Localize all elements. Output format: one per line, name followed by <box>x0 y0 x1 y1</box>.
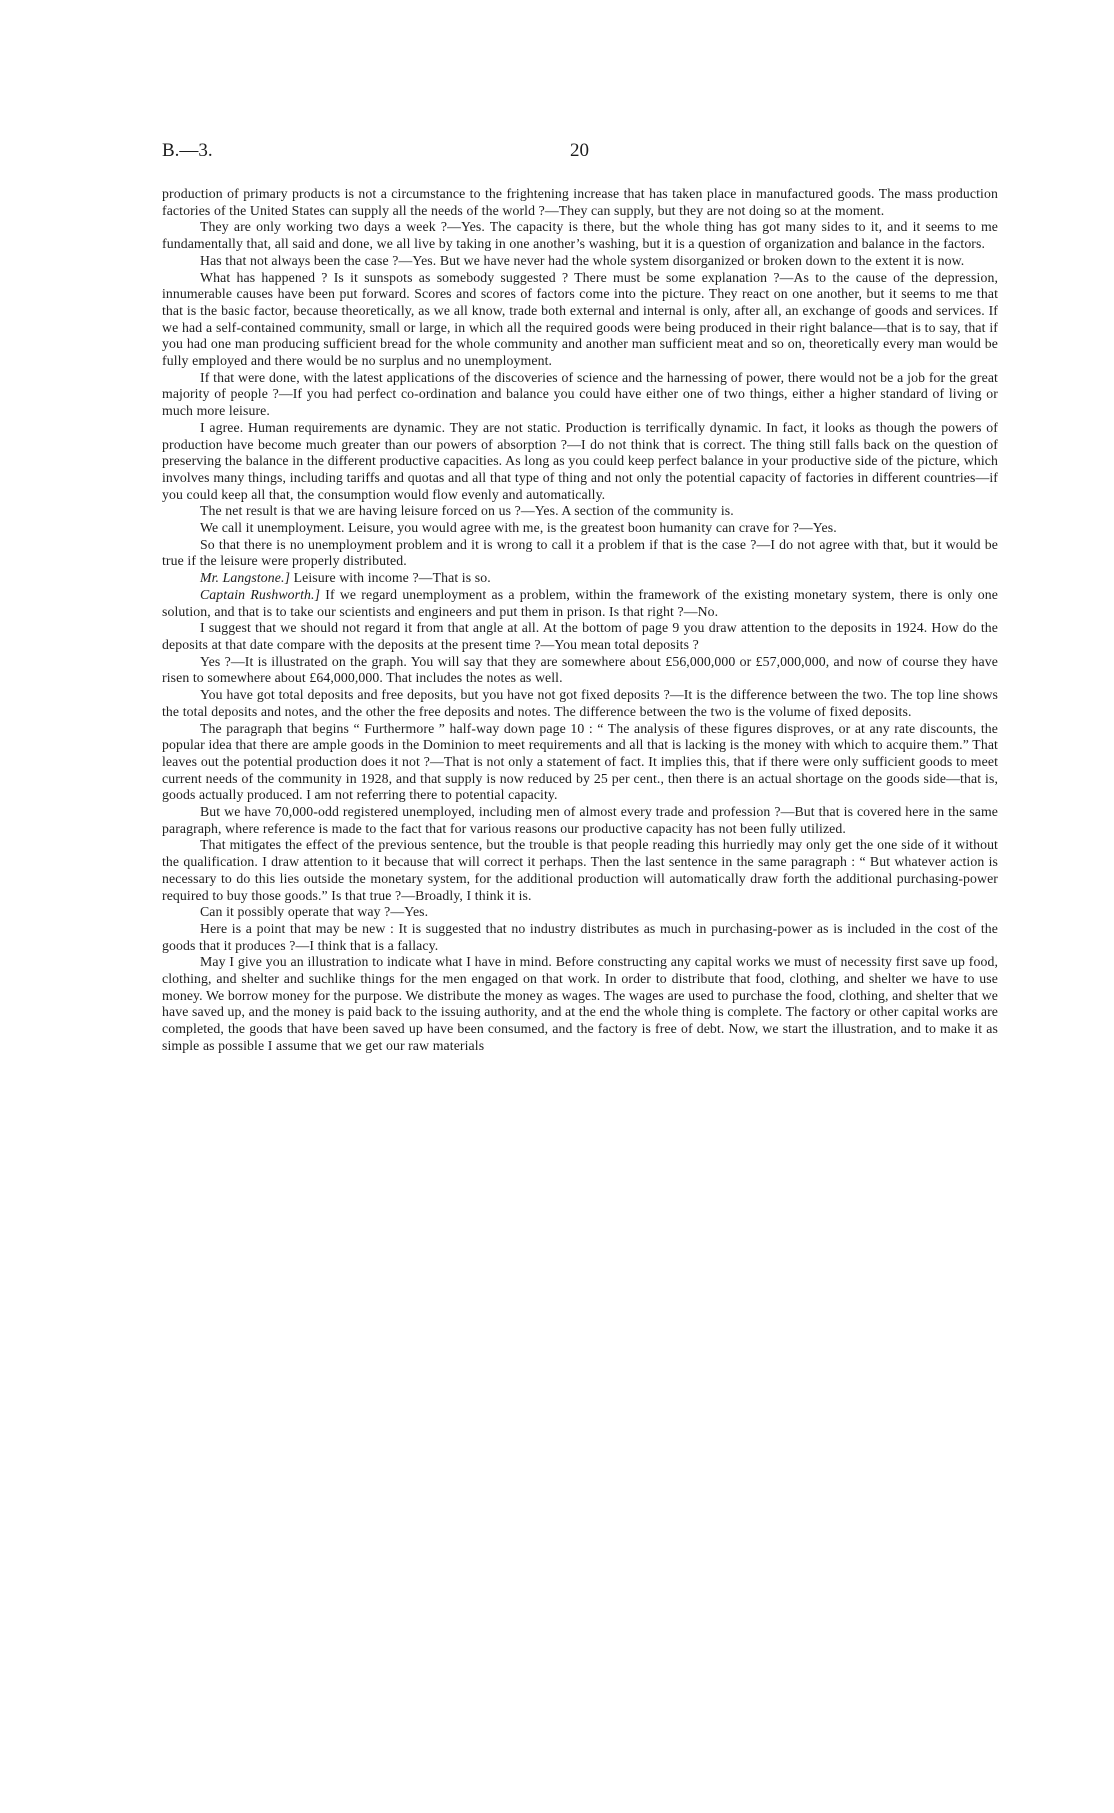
paragraph: Captain Rushworth.] If we regard unemployment as a problem, within the framework of the existing monetary system, there is only one solution, and that is to take our scientists and engineers and put them in prison. Is that right ?—No. <box>162 586 998 619</box>
paragraph: But we have 70,000-odd registered unemployed, including men of almost every trade and profession ?—But that is covered here in the same paragraph, where reference is made to the fact that for various reasons our productive capacity has not been fully utilized. <box>162 804 998 836</box>
paragraph: Can it possibly operate that way ?—Yes. <box>200 904 429 920</box>
paragraph: So that there is no unemployment problem and it is wrong to call it a problem if that is the case ?—I do not agree with that, but it would be true if the leisure were properly distributed. <box>162 536 998 569</box>
speaker-name: Mr. Langstone.] <box>200 570 291 586</box>
page-number: 20 <box>570 140 589 161</box>
paragraph: The net result is that we are having leisure forced on us ?—Yes. A section of the community is. <box>200 503 734 519</box>
document-reference: B.—3. <box>162 140 213 161</box>
paragraph: That mitigates the effect of the previous sentence, but the trouble is that people reading this hurriedly may only get the one side of it without the qualification. I draw attention to it because that will correct it perhaps. Then the last sentence in the same paragraph : “ But whatever action is necessary to do this lies outside the monetary system, for the additional production will automatically draw forth the additional purchasing-power required to buy those goods.” Is that true ?—Broadly, I think it is. <box>162 837 998 903</box>
paragraph: production of primary products is not a circumstance to the frightening increase that has taken place in manufactured goods. The mass production factories of the United States can supply all the needs of the world ?—They can supply, but they are not doing so at the moment. <box>162 186 998 218</box>
paragraph: Mr. Langstone.] Leisure with income ?—That is so. <box>200 570 491 586</box>
paragraph: I suggest that we should not regard it from that angle at all. At the bottom of page 9 you draw attention to the deposits in 1924. How do the deposits at that date compare with the deposits at the present time ?—You mean total deposits ? <box>162 620 998 652</box>
speaker-name: Captain Rushworth.] <box>200 586 321 602</box>
body-text <box>162 186 998 1055</box>
paragraph: Yes ?—It is illustrated on the graph. You will say that they are somewhere about £56,000,000 or £57,000,000, and now of course they have risen to somewhere about £64,000,000. That includes the notes as well. <box>162 653 998 686</box>
paragraph: May I give you an illustration to indicate what I have in mind. Before constructing any capital works we must of necessity first save up food, clothing, and shelter and suchlike things for the men engaged on that work. In order to distribute that food, clothing, and shelter we have to use money. We borrow money for the purpose. We distribute the money as wages. The wages are used to purchase the food, clothing, and shelter that we have saved up, and the money is paid back to the issuing authority, and at the end the whole thing is complete. The factory or other capital works are completed, the goods that have been saved up have been consumed, and the factory is free of debt. Now, we start the illustration, and to make it as simple as possible I assume that we get our raw materials <box>162 954 998 1053</box>
paragraph: We call it unemployment. Leisure, you would agree with me, is the greatest boon humanity can crave for ?—Yes. <box>200 520 837 536</box>
paragraph: Here is a point that may be new : It is suggested that no industry distributes as much in purchasing-power as is included in the cost of the goods that it produces ?—I think that is a fallacy. <box>162 920 998 953</box>
paragraph: What has happened ? Is it sunspots as somebody suggested ? There must be some explanation ?—As to the cause of the depression, innumerable causes have been put forward. Scores and scores of factors come into the picture. They react on one another, but it seems to me that that is the basic factor, because theoretically, as we all know, trade both external and internal is only, after all, an exchange of goods and services. If we had a self-contained community, small or large, in which all the required goods were being produced in their right balance—that is to say, that if you had one man producing sufficient bread for the whole community and another man sufficient meat and so on, theoretically every man would be fully employed and there would be no surplus and no unemployment. <box>162 269 998 369</box>
paragraph: If that were done, with the latest applications of the discoveries of science and the harnessing of power, there would not be a job for the great majority of people ?—If you had perfect co-ordination and balance you could have either one of two things, either a higher standard of living or much more leisure. <box>162 369 998 419</box>
paragraph: You have got total deposits and free deposits, but you have not got fixed deposits ?—It is the difference between the two. The top line shows the total deposits and notes, and the other the free deposits and notes. The difference between the two is the volume of fixed deposits. <box>162 687 998 719</box>
paragraph: The paragraph that begins “ Furthermore ” half-way down page 10 : “ The analysis of these figures disproves, or at any rate discounts, the popular idea that there are ample goods in the Dominion to meet requirements and all that is lacking is the money with which to acquire them.” That leaves out the potential production does it not ?—That is not only a statement of fact. It implies this, that if there were only sufficient goods to meet current needs of the community in 1928, and that supply is now reduced by 25 per cent., then there is an actual shortage on the goods side—that is, goods actually produced. I am not referring there to potential capacity. <box>162 720 998 803</box>
paragraph: Has that not always been the case ?—Yes. But we have never had the whole system disorganized or broken down to the extent it is now. <box>200 252 965 268</box>
paragraph: They are only working two days a week ?—Yes. The capacity is there, but the whole thing has got many sides to it, and it seems to me fundamentally that, all said and done, we all live by taking in one another’s washing, but it is a question of organization and balance in the factors. <box>162 219 998 252</box>
paragraph: I agree. Human requirements are dynamic. They are not static. Production is terrifically dynamic. In fact, it looks as though the powers of production have become much greater than our powers of absorption ?—I do not think that is correct. The thing still falls back on the question of preserving the balance in the different productive capacities. As long as you could keep perfect balance in your productive side of the picture, which involves many things, including tariffs and quotas and all that type of thing and not only the potential capacity of factories in different countries—if you could keep all that, the consumption would flow evenly and automatically. <box>162 419 998 502</box>
page-header <box>162 140 998 166</box>
